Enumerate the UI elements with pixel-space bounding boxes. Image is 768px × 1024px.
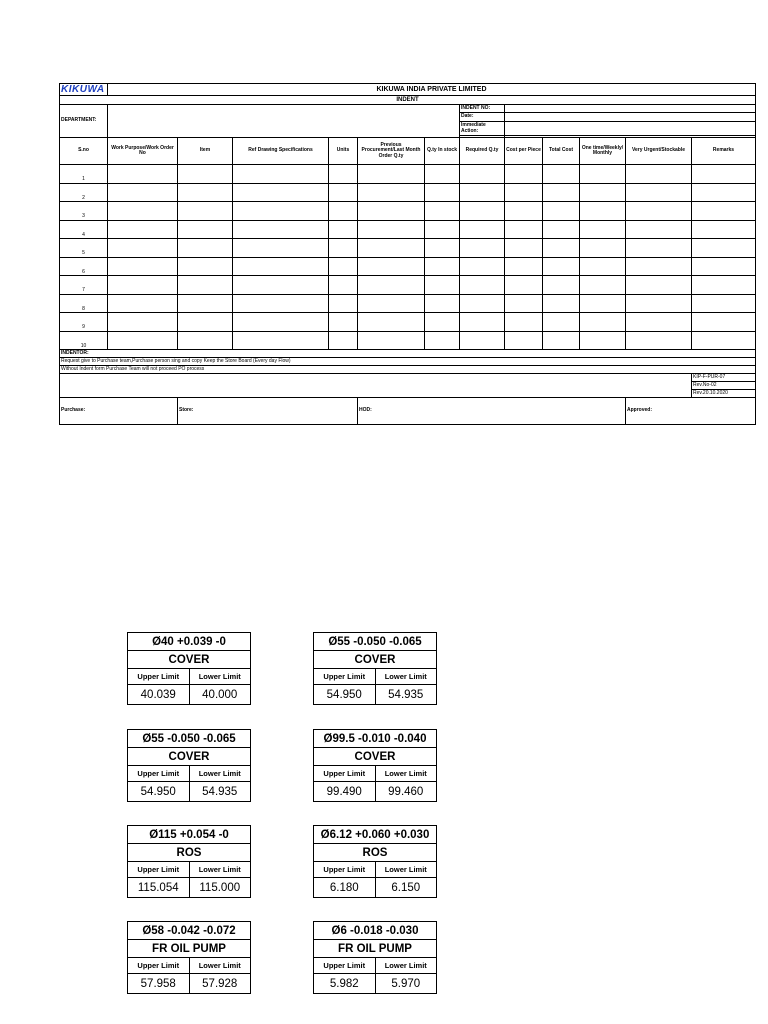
immediate-action-label: Immediate Action: — [460, 122, 505, 136]
table-cell[interactable] — [505, 220, 543, 239]
table-cell[interactable] — [358, 313, 425, 332]
upper-limit-value: 6.180 — [314, 878, 376, 898]
row-number: 7 — [60, 276, 108, 295]
table-cell[interactable] — [692, 331, 756, 350]
upper-limit-label: Upper Limit — [314, 958, 376, 974]
table-cell[interactable] — [425, 276, 460, 295]
indent-form-table — [59, 83, 756, 425]
table-cell[interactable] — [505, 294, 543, 313]
table-cell[interactable] — [233, 331, 329, 350]
table-cell[interactable] — [178, 294, 233, 313]
table-row — [60, 294, 756, 313]
table-row — [60, 331, 756, 350]
table-cell[interactable] — [505, 276, 543, 295]
upper-limit-value: 5.982 — [314, 974, 376, 994]
table-cell[interactable] — [329, 220, 358, 239]
table-cell[interactable] — [626, 257, 692, 276]
lower-limit-value: 57.928 — [189, 974, 251, 994]
table-cell[interactable] — [425, 183, 460, 202]
limit-label-card — [313, 825, 437, 898]
col-header: One time/Weekly/ Monthly — [580, 138, 626, 165]
table-cell[interactable] — [329, 183, 358, 202]
table-cell[interactable] — [505, 202, 543, 221]
col-header: Previous Procurement/Last Month Order Q.ty — [358, 138, 425, 165]
table-cell[interactable] — [425, 165, 460, 184]
table-cell[interactable] — [358, 239, 425, 258]
lower-limit-value: 6.150 — [375, 878, 437, 898]
table-cell[interactable] — [692, 257, 756, 276]
lower-limit-label: Lower Limit — [375, 766, 437, 782]
table-cell[interactable] — [329, 331, 358, 350]
table-cell[interactable] — [543, 183, 580, 202]
tolerance-spec: Ø58 -0.042 -0.072 — [128, 922, 251, 940]
tolerance-spec: Ø99.5 -0.010 -0.040 — [314, 730, 437, 748]
table-cell[interactable] — [626, 313, 692, 332]
limit-label-card — [127, 632, 251, 705]
table-cell[interactable] — [543, 313, 580, 332]
table-cell[interactable] — [543, 239, 580, 258]
table-cell[interactable] — [692, 276, 756, 295]
table-cell[interactable] — [233, 257, 329, 276]
tolerance-spec: Ø6.12 +0.060 +0.030 — [314, 826, 437, 844]
immediate-action-value[interactable] — [505, 122, 756, 136]
upper-limit-label: Upper Limit — [128, 669, 190, 685]
table-cell[interactable] — [358, 257, 425, 276]
indent-no-value[interactable] — [505, 105, 756, 113]
row-number: 2 — [60, 183, 108, 202]
part-name: FR OIL PUMP — [314, 940, 437, 958]
table-cell[interactable] — [358, 202, 425, 221]
part-name: ROS — [314, 844, 437, 862]
table-cell[interactable] — [233, 276, 329, 295]
note-po-process: Without Indent form Purchase Team will not proceed PO process — [60, 366, 756, 374]
table-cell[interactable] — [358, 183, 425, 202]
limit-label-card — [313, 729, 437, 802]
table-cell[interactable] — [580, 220, 626, 239]
department-value[interactable] — [108, 105, 460, 138]
lower-limit-label: Lower Limit — [189, 766, 251, 782]
table-cell[interactable] — [580, 313, 626, 332]
table-cell[interactable] — [233, 313, 329, 332]
lower-limit-value: 115.000 — [189, 878, 251, 898]
table-cell[interactable] — [425, 202, 460, 221]
row-number: 8 — [60, 294, 108, 313]
table-cell[interactable] — [692, 294, 756, 313]
table-cell[interactable] — [460, 257, 505, 276]
table-cell[interactable] — [233, 220, 329, 239]
table-cell[interactable] — [626, 294, 692, 313]
lower-limit-value: 40.000 — [189, 685, 251, 705]
part-name: ROS — [128, 844, 251, 862]
lower-limit-value: 54.935 — [375, 685, 437, 705]
col-header: Required Q.ty — [460, 138, 505, 165]
table-row — [60, 313, 756, 332]
table-cell[interactable] — [108, 220, 178, 239]
table-cell[interactable] — [178, 313, 233, 332]
table-cell[interactable] — [580, 183, 626, 202]
limit-label-card — [313, 921, 437, 994]
rev-no: Rev.No-02 — [692, 382, 756, 390]
col-header: Q.ty In stock — [425, 138, 460, 165]
indentor-label: INDENTOR: — [60, 350, 756, 358]
table-cell[interactable] — [505, 165, 543, 184]
indent-no-label: INDENT NO: — [460, 105, 505, 113]
table-cell[interactable] — [329, 276, 358, 295]
table-cell[interactable] — [505, 183, 543, 202]
table-cell[interactable] — [425, 220, 460, 239]
upper-limit-value: 115.054 — [128, 878, 190, 898]
table-cell[interactable] — [543, 276, 580, 295]
table-cell[interactable] — [543, 165, 580, 184]
table-cell[interactable] — [460, 294, 505, 313]
table-cell[interactable] — [460, 313, 505, 332]
tolerance-spec: Ø55 -0.050 -0.065 — [314, 633, 437, 651]
table-cell[interactable] — [505, 313, 543, 332]
table-cell[interactable] — [233, 183, 329, 202]
table-cell[interactable] — [692, 183, 756, 202]
table-cell[interactable] — [692, 220, 756, 239]
table-cell[interactable] — [108, 183, 178, 202]
table-cell[interactable] — [626, 165, 692, 184]
table-cell[interactable] — [329, 165, 358, 184]
table-cell[interactable] — [543, 294, 580, 313]
table-cell[interactable] — [329, 202, 358, 221]
lower-limit-label: Lower Limit — [189, 862, 251, 878]
lower-limit-label: Lower Limit — [189, 958, 251, 974]
table-cell[interactable] — [505, 257, 543, 276]
table-cell[interactable] — [580, 294, 626, 313]
table-cell[interactable] — [108, 202, 178, 221]
table-cell[interactable] — [108, 257, 178, 276]
table-cell[interactable] — [692, 165, 756, 184]
table-cell[interactable] — [543, 202, 580, 221]
row-number: 1 — [60, 165, 108, 184]
table-cell[interactable] — [358, 220, 425, 239]
sign-store: Store: — [178, 398, 358, 425]
col-header: Very Urgent/Stockable — [626, 138, 692, 165]
table-cell[interactable] — [329, 257, 358, 276]
row-number: 3 — [60, 202, 108, 221]
table-cell[interactable] — [329, 313, 358, 332]
table-cell[interactable] — [626, 202, 692, 221]
table-cell[interactable] — [626, 276, 692, 295]
table-cell[interactable] — [178, 257, 233, 276]
col-header: Units — [329, 138, 358, 165]
table-row — [60, 220, 756, 239]
row-number: 4 — [60, 220, 108, 239]
col-header: Ref Drawing Specifications — [233, 138, 329, 165]
tolerance-spec: Ø115 +0.054 -0 — [128, 826, 251, 844]
table-cell[interactable] — [543, 220, 580, 239]
part-name: FR OIL PUMP — [128, 940, 251, 958]
upper-limit-value: 54.950 — [314, 685, 376, 705]
table-cell[interactable] — [460, 165, 505, 184]
col-header: Total Cost — [543, 138, 580, 165]
lower-limit-label: Lower Limit — [189, 669, 251, 685]
sign-hod: HOD: — [358, 398, 626, 425]
table-cell[interactable] — [692, 239, 756, 258]
table-cell[interactable] — [108, 239, 178, 258]
part-name: COVER — [128, 748, 251, 766]
upper-limit-label: Upper Limit — [314, 766, 376, 782]
table-cell[interactable] — [178, 276, 233, 295]
limit-label-card — [127, 825, 251, 898]
table-cell[interactable] — [543, 257, 580, 276]
part-name: COVER — [314, 651, 437, 669]
table-cell[interactable] — [425, 239, 460, 258]
table-cell[interactable] — [580, 276, 626, 295]
column-header-row — [60, 138, 756, 165]
table-cell[interactable] — [329, 239, 358, 258]
table-cell[interactable] — [108, 331, 178, 350]
table-cell[interactable] — [460, 220, 505, 239]
table-cell[interactable] — [233, 294, 329, 313]
company-name: KIKUWA INDIA PRIVATE LIMITED — [108, 84, 756, 96]
table-cell[interactable] — [425, 331, 460, 350]
table-cell[interactable] — [108, 294, 178, 313]
table-row — [60, 276, 756, 295]
table-cell[interactable] — [580, 202, 626, 221]
date-value[interactable] — [505, 113, 756, 122]
table-cell[interactable] — [505, 331, 543, 350]
table-cell[interactable] — [460, 276, 505, 295]
table-cell[interactable] — [460, 239, 505, 258]
table-cell[interactable] — [233, 165, 329, 184]
date-label: Date: — [460, 113, 505, 122]
signature-row — [60, 398, 756, 425]
part-name: COVER — [314, 748, 437, 766]
table-cell[interactable] — [425, 294, 460, 313]
row-number: 9 — [60, 313, 108, 332]
upper-limit-label: Upper Limit — [128, 862, 190, 878]
table-row — [60, 257, 756, 276]
upper-limit-value: 99.490 — [314, 782, 376, 802]
lower-limit-label: Lower Limit — [375, 669, 437, 685]
table-cell[interactable] — [460, 331, 505, 350]
lower-limit-value: 5.970 — [375, 974, 437, 994]
table-row — [60, 202, 756, 221]
sign-approved: Approved: — [626, 398, 756, 425]
table-cell[interactable] — [233, 202, 329, 221]
note-store-board: Request give to Purchase team,Purchase person sing and copy Keep the Store Board (Every day Flow) — [60, 358, 756, 366]
table-cell[interactable] — [580, 239, 626, 258]
limit-label-card — [313, 632, 437, 705]
upper-limit-value: 40.039 — [128, 685, 190, 705]
table-cell[interactable] — [460, 183, 505, 202]
table-cell[interactable] — [460, 202, 505, 221]
table-cell[interactable] — [178, 202, 233, 221]
table-row — [60, 165, 756, 184]
part-name: COVER — [128, 651, 251, 669]
department-label: DEPARTMENT: — [60, 105, 108, 138]
table-cell[interactable] — [178, 165, 233, 184]
table-cell[interactable] — [233, 239, 329, 258]
upper-limit-label: Upper Limit — [128, 766, 190, 782]
table-cell[interactable] — [358, 165, 425, 184]
tolerance-spec: Ø6 -0.018 -0.030 — [314, 922, 437, 940]
table-cell[interactable] — [505, 239, 543, 258]
table-cell[interactable] — [580, 331, 626, 350]
upper-limit-value: 54.950 — [128, 782, 190, 802]
row-number: 5 — [60, 239, 108, 258]
table-cell[interactable] — [108, 313, 178, 332]
limit-label-card — [127, 921, 251, 994]
company-logo: KIKUWA — [60, 84, 108, 96]
limit-label-card — [127, 729, 251, 802]
lower-limit-label: Lower Limit — [375, 958, 437, 974]
col-header: Work Purpose/Work Order No — [108, 138, 178, 165]
col-header: S.no — [60, 138, 108, 165]
doc-code: KIP-F-PUR-07 — [692, 374, 756, 382]
table-cell[interactable] — [626, 239, 692, 258]
tolerance-spec: Ø55 -0.050 -0.065 — [128, 730, 251, 748]
table-cell[interactable] — [108, 165, 178, 184]
table-cell[interactable] — [178, 220, 233, 239]
col-header: Remarks — [692, 138, 756, 165]
table-cell[interactable] — [425, 313, 460, 332]
table-cell[interactable] — [692, 313, 756, 332]
table-cell[interactable] — [580, 165, 626, 184]
rev-date: Rev.20.10.2020 — [692, 390, 756, 398]
table-cell[interactable] — [178, 183, 233, 202]
table-row — [60, 239, 756, 258]
upper-limit-label: Upper Limit — [128, 958, 190, 974]
form-title: INDENT — [60, 96, 756, 105]
table-cell[interactable] — [358, 331, 425, 350]
sign-purchase: Purchase: — [60, 398, 178, 425]
table-cell[interactable] — [626, 331, 692, 350]
table-cell[interactable] — [692, 202, 756, 221]
lower-limit-value: 99.460 — [375, 782, 437, 802]
upper-limit-label: Upper Limit — [314, 862, 376, 878]
tolerance-spec: Ø40 +0.039 -0 — [128, 633, 251, 651]
table-cell[interactable] — [108, 276, 178, 295]
lower-limit-label: Lower Limit — [375, 862, 437, 878]
table-cell[interactable] — [580, 257, 626, 276]
upper-limit-label: Upper Limit — [314, 669, 376, 685]
table-row — [60, 183, 756, 202]
table-cell[interactable] — [626, 183, 692, 202]
col-header: Item — [178, 138, 233, 165]
col-header: Cost per Piece — [505, 138, 543, 165]
lower-limit-value: 54.935 — [189, 782, 251, 802]
table-cell[interactable] — [178, 331, 233, 350]
table-cell[interactable] — [543, 331, 580, 350]
row-number: 10 — [60, 331, 108, 350]
table-cell[interactable] — [626, 220, 692, 239]
table-cell[interactable] — [358, 294, 425, 313]
row-number: 6 — [60, 257, 108, 276]
upper-limit-value: 57.958 — [128, 974, 190, 994]
table-cell[interactable] — [329, 294, 358, 313]
table-cell[interactable] — [178, 239, 233, 258]
table-cell[interactable] — [358, 276, 425, 295]
table-cell[interactable] — [425, 257, 460, 276]
